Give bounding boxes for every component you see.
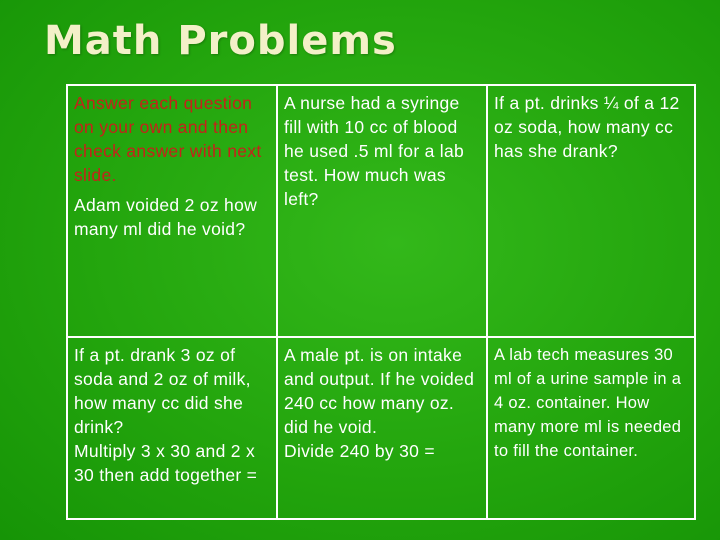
problem-question: A nurse had a syringe fill with 10 cc of blood he used .5 ml for a lab test. How much was left?: [284, 93, 465, 209]
instruction-text: Answer each question on your own and then check answer with next slide.: [74, 93, 262, 185]
problem-cell-6: [488, 338, 694, 518]
problem-hint: Divide 240 by 30 =: [284, 441, 435, 461]
problem-question: A lab tech measures 30 ml of a urine sample in a 4 oz. container. How many more ml is needed to fill the container.: [494, 346, 682, 460]
problem-question: A male pt. is on intake and output. If he voided 240 cc how many oz. did he void.: [284, 345, 475, 437]
problem-cell-3: [488, 86, 694, 338]
problem-question: Adam voided 2 oz how many ml did he void?: [74, 195, 258, 239]
problems-table: [66, 84, 696, 520]
problem-cell-2: [278, 86, 488, 338]
problem-cell-5: [278, 338, 488, 518]
problem-question: If a pt. drinks ¼ of a 12 oz soda, how many cc has she drank?: [494, 93, 680, 161]
problem-cell-1: [68, 86, 278, 338]
problem-question: If a pt. drank 3 oz of soda and 2 oz of milk, how many cc did she drink?: [74, 345, 251, 437]
problem-cell-4: [68, 338, 278, 518]
problem-hint: Multiply 3 x 30 and 2 x 30 then add together =: [74, 441, 258, 485]
slide-title: Math Problems: [44, 18, 397, 64]
